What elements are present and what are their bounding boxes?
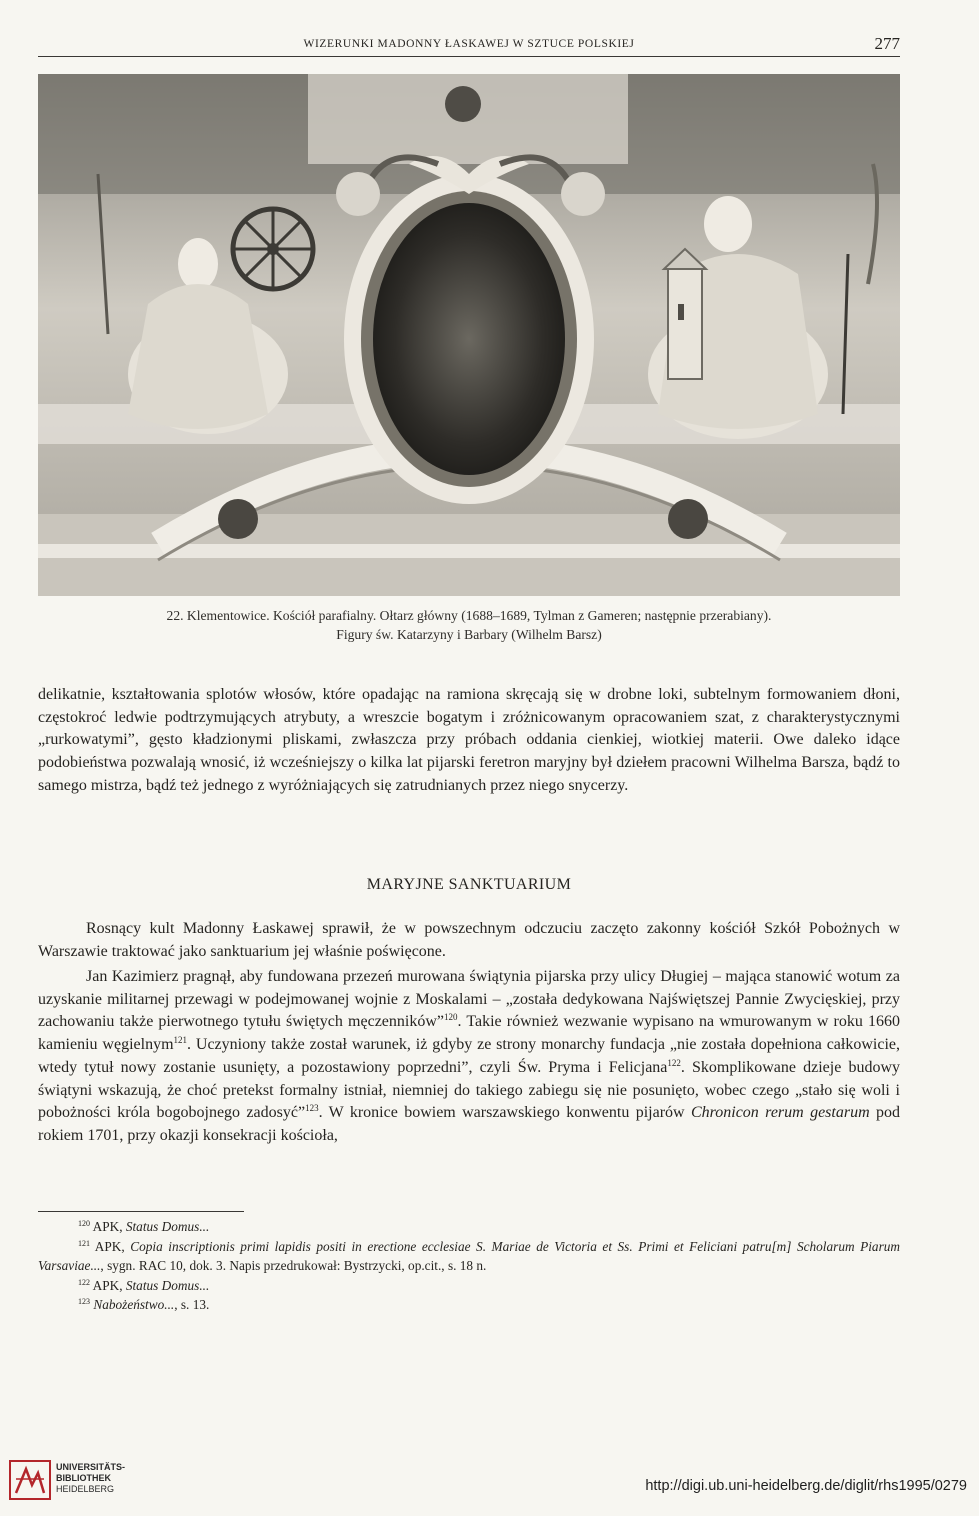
footnote-123 bbox=[38, 1295, 900, 1315]
altar-photograph bbox=[38, 74, 900, 596]
footnote-text-post: , s. 13. bbox=[174, 1297, 210, 1312]
footnote-italic: Nabożeństwo... bbox=[93, 1297, 175, 1312]
section-title: MARYJNE SANKTUARIUM bbox=[366, 876, 572, 893]
footnote-ref-123[interactable]: 123 bbox=[305, 1103, 319, 1114]
library-logo-icon bbox=[8, 1459, 52, 1501]
running-title: WIZERUNKI MADONNY ŁASKAWEJ W SZTUCE POLSKIEJ bbox=[303, 38, 635, 50]
paragraph-2: Rosnący kult Madonny Łaskawej sprawił, że w powszechnym odczuciu zaczęto zakonny kościół Szkół Pobożnych w Warszawie traktować jako sanktuarium jej właśnie poświęcone. bbox=[38, 920, 900, 960]
footnote-121 bbox=[38, 1237, 900, 1276]
footnote-120 bbox=[38, 1217, 900, 1237]
p3-text-b: . Takie również wezwanie wypisano na wmurowanym w roku 1660 kamieniu węgielnym bbox=[38, 1013, 901, 1054]
logo-line-1: UNIVERSITÄTS- bbox=[56, 1462, 126, 1472]
footnote-text-post: , sygn. RAC 10, dok. 3. Napis przedrukował: Bystrzycki, op.cit., s. 18 n. bbox=[100, 1258, 487, 1273]
caption-line-1: 22. Klementowice. Kościół parafialny. Ołtarz główny (1688–1689, Tylman z Gameren; następnie przerabiany). bbox=[166, 608, 772, 623]
library-logo-text bbox=[56, 1462, 125, 1495]
paragraph-3 bbox=[38, 966, 900, 1148]
footnote-122 bbox=[38, 1276, 900, 1296]
footnote-text: APK, bbox=[92, 1219, 126, 1234]
footnote-ref-121[interactable]: 121 bbox=[173, 1035, 188, 1046]
footnote-ref-122[interactable]: 122 bbox=[667, 1057, 681, 1068]
library-logo[interactable] bbox=[8, 1459, 168, 1503]
footnote-text: APK, bbox=[94, 1238, 131, 1254]
footnote-text: APK, bbox=[92, 1277, 126, 1293]
p3-text-f: pod rokiem 1701, przy okazji konsekracji kościoła, bbox=[38, 1104, 900, 1144]
source-url-link[interactable]: http://digi.ub.uni-heidelberg.de/diglit/rhs1995/0279 bbox=[645, 1478, 967, 1494]
footnotes bbox=[38, 1217, 900, 1315]
p3-text-d: . Skomplikowane dzieje budowy świątyni wskazują, że choć pretekst formalny istniał, niemniej do takiego zabiegu się nie posunięto, wobec czego „stało się woli i pobożności króla bogobojnego zadosyć” bbox=[38, 1058, 900, 1122]
footnote-number: 123 bbox=[78, 1297, 90, 1306]
paragraph-1: delikatnie, kształtowania splotów włosów, które opadając na ramiona skręcają się w drobne loki, subtelnym formowaniem dłoni, częstokroć ledwie podtrzymujących atrybuty, a wreszcie bogatym i zróżnicowanym opracowaniem szat, z charakterystycznymi „rurkowatymi”, gęsto kładzionymi pliskami, zwłaszcza przy próbach oddania cienkiej, wiotkiej materii. Owe daleko idące podobieństwa pozwalają wnosić, iż wcześniejszy o kilka lat pijarski feretron maryjny był dziełem pracowni Wilhelma Barsza, bądź to samego mistrza, bądź też jednego z wyróżniających się zatrudnianych przez niego snycerzy. bbox=[38, 686, 900, 794]
altar-photo-image bbox=[38, 74, 900, 596]
footnote-ref-120[interactable]: 120 bbox=[444, 1012, 458, 1023]
p3-chronicon-title: Chronicon rerum gestarum bbox=[690, 1104, 870, 1122]
p3-text-a: Jan Kazimierz pragnął, aby fundowana przezeń murowana świątynia pijarska przy ulicy Długiej – mająca stanowić wotum za uzyskanie militarnej przewagi w podejmowanej wojnie z Moskalami – „została dedykowana Najświętszej Pannie Zwycięskiej, przy zachowaniu także pierwotnego tytułu świętych męczenników” bbox=[38, 968, 900, 1031]
footnote-italic: Status Domus... bbox=[125, 1219, 210, 1234]
footnote-italic: Copia inscriptionis primi lapidis positi in erectione ecclesiae S. Mariae de Victoria et Ss. Primi et Feliciani patru[m] Scholarum Piarum Varsaviae... bbox=[38, 1238, 900, 1273]
p3-text-c: . Uczyniony także został warunek, iż gdyby ze strony monarchy fundacja „nie została dopełniona całkowicie, wtedy tytuł nowy zostanie usunięty, a pozostawiony poprzedni”, czyli Św. Pryma i Felicjana bbox=[38, 1036, 900, 1076]
running-head bbox=[38, 36, 900, 57]
footnote-rule bbox=[38, 1211, 244, 1212]
page-number: 277 bbox=[874, 34, 900, 53]
figure-caption bbox=[60, 606, 878, 644]
footnote-number: 122 bbox=[78, 1277, 90, 1287]
footnote-italic: Status Domus... bbox=[125, 1277, 210, 1293]
footnote-number: 120 bbox=[78, 1219, 90, 1228]
logo-line-3: HEIDELBERG bbox=[56, 1484, 115, 1494]
footnote-number: 121 bbox=[78, 1238, 90, 1248]
caption-line-2: Figury św. Katarzyny i Barbary (Wilhelm Barsz) bbox=[336, 627, 602, 642]
p3-text-e: . W kronice bowiem warszawskiego konwentu pijarów bbox=[318, 1104, 691, 1122]
logo-line-2: BIBLIOTHEK bbox=[56, 1473, 111, 1483]
